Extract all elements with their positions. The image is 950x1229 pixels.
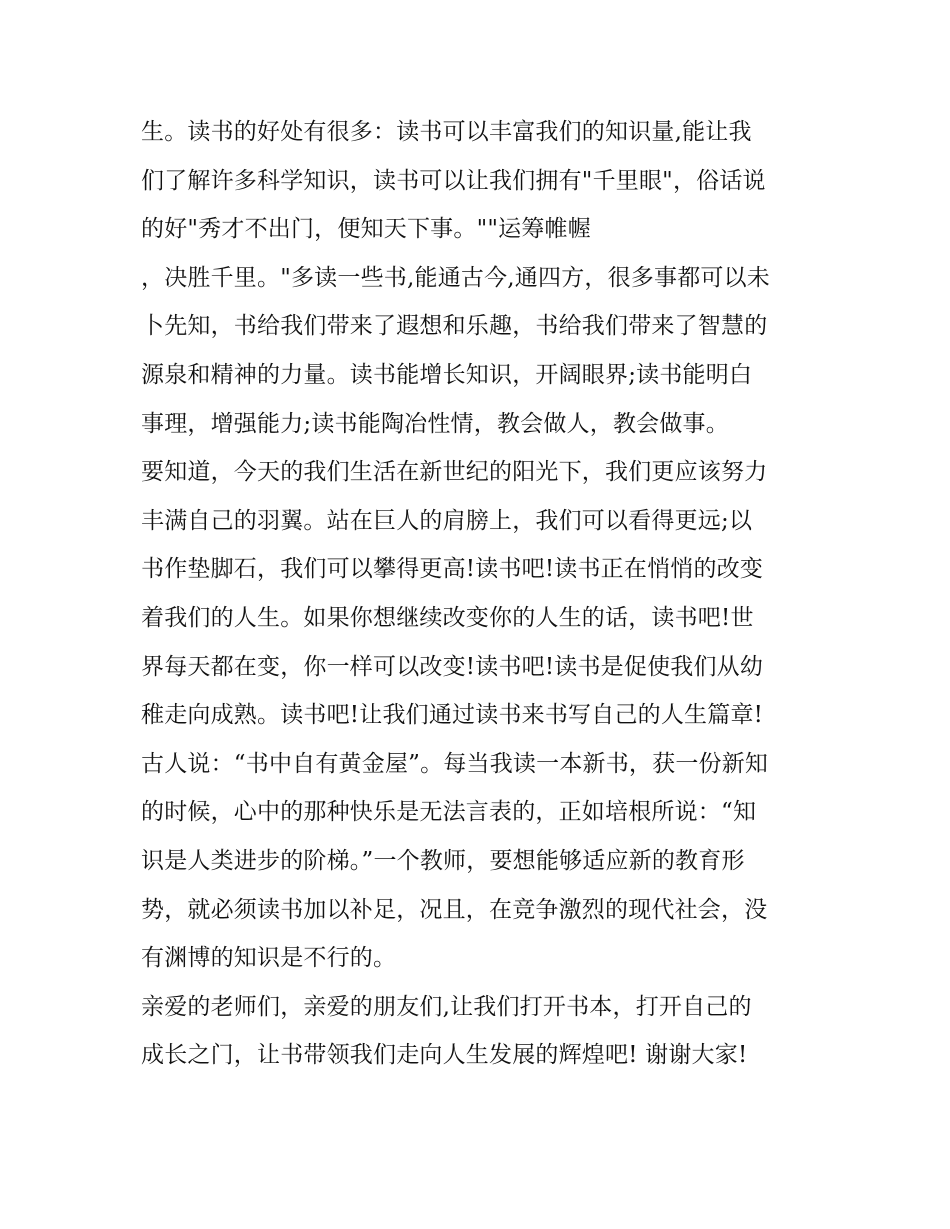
text-line: 源泉和精神的力量。读书能增长知识，开阔眼界;读书能明白 — [141, 361, 753, 388]
text-line: 古人说：“书中自有黄金屋”。每当我读一本新书，获一份新知 — [141, 750, 769, 777]
text-line: 亲爱的老师们，亲爱的朋友们,让我们打开书本，打开自己的 — [141, 993, 752, 1020]
text-line: 的好"秀才不出门，便知天下事。""运筹帷幄 — [141, 216, 591, 243]
speech-text-body — [141, 108, 821, 1080]
text-line: 事理，增强能力;读书能陶冶性情，教会做人，教会做事。 — [141, 410, 729, 437]
text-line: 识是人类进步的阶梯。”一个教师，要想能够适应新的教育形 — [141, 847, 745, 874]
text-line: 们了解许多科学知识，读书可以让我们拥有"千里眼"，俗话说 — [141, 167, 766, 194]
text-line: 书作垫脚石，我们可以攀得更高!读书吧!读书正在悄悄的改变 — [141, 556, 764, 583]
text-line: 的时候，心中的那种快乐是无法言表的，正如培根所说：“知 — [141, 799, 757, 826]
text-line: 势，就必须读书加以补足，况且，在竞争激烈的现代社会，没 — [141, 896, 768, 923]
text-line: 生。读书的好处有很多：读书可以丰富我们的知识量,能让我 — [141, 119, 752, 145]
text-line: 成长之门，让书带领我们走向人生发展的辉煌吧! 谢谢大家! — [141, 1042, 748, 1069]
text-line: ，决胜千里。"多读一些书,能通古今,通四方，很多事都可以未 — [141, 264, 771, 291]
text-line: 要知道，今天的我们生活在新世纪的阳光下，我们更应该努力 — [141, 459, 768, 486]
text-line: 着我们的人生。如果你想继续改变你的人生的话，读书吧!世 — [141, 604, 754, 631]
text-line: 有渊博的知识是不行的。 — [141, 945, 397, 972]
text-line: 卜先知，书给我们带来了遐想和乐趣，书给我们带来了智慧的 — [141, 313, 768, 340]
text-line: 丰满自己的羽翼。站在巨人的肩膀上，我们可以看得更远;以 — [141, 507, 753, 534]
text-line: 稚走向成熟。读书吧!让我们通过读书来书写自己的人生篇章! — [141, 702, 764, 729]
text-line: 界每天都在变，你一样可以改变!读书吧!读书是促使我们从幼 — [141, 653, 764, 680]
